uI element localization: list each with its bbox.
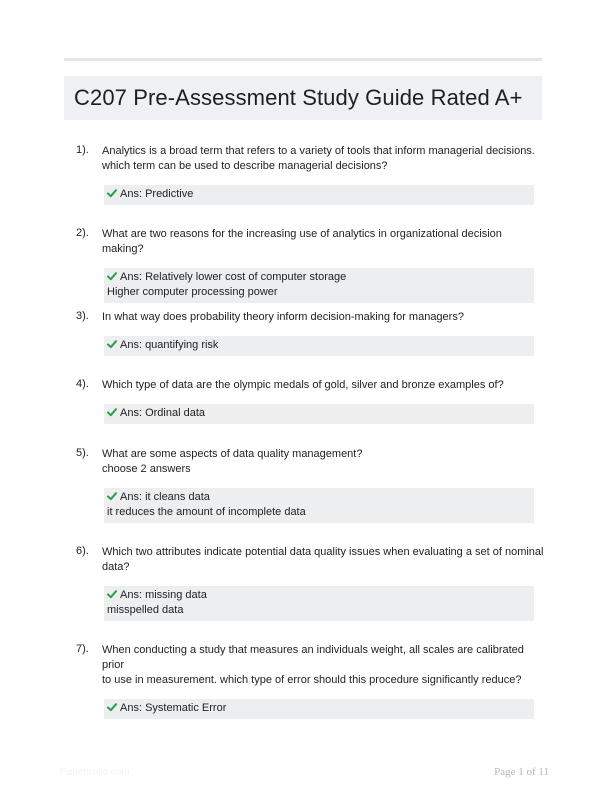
question-line: Analytics is a broad term that refers to a variety of tools that inform managerial decisions. — [102, 145, 535, 157]
question-line: which term can be used to describe managerial decisions? — [102, 160, 388, 172]
answer-text: Ans: missing data — [120, 589, 207, 601]
question-line: Which type of data are the olympic medals of gold, silver and bronze examples of? — [102, 379, 504, 391]
answer-line-primary — [107, 588, 531, 603]
question-number: 2). — [76, 227, 89, 239]
checkmark-icon — [107, 702, 117, 712]
question-item — [76, 545, 546, 621]
question-item — [76, 378, 546, 424]
answer-line — [107, 505, 531, 520]
question-text — [102, 227, 546, 257]
answer-text: misspelled data — [107, 604, 184, 616]
question-item — [76, 447, 546, 523]
answer-text: Ans: Predictive — [120, 188, 194, 200]
question-item — [76, 310, 546, 356]
question-number: 5). — [76, 447, 89, 459]
checkmark-icon — [107, 271, 117, 281]
page-indicator: Page 1 of 11 — [494, 766, 549, 778]
question-number: 4). — [76, 378, 89, 390]
question-text — [102, 310, 546, 325]
question-line: Which two attributes indicate potential data quality issues when evaluating a set of nominal — [102, 546, 544, 558]
answer-line-primary — [107, 338, 531, 353]
answer-text: Higher computer processing power — [107, 286, 278, 298]
answer-text: Ans: Relatively lower cost of computer storage — [120, 271, 347, 283]
answer-text: Ans: it cleans data — [120, 491, 210, 503]
answer-line-primary — [107, 701, 531, 716]
answer-box — [104, 488, 534, 523]
top-rule — [64, 58, 542, 61]
answer-box — [104, 404, 534, 424]
checkmark-icon — [107, 188, 117, 198]
question-text — [102, 447, 546, 477]
question-line: choose 2 answers — [102, 463, 191, 475]
question-text — [102, 545, 546, 575]
question-line: When conducting a study that measures an individuals weight, all scales are calibrated prior — [102, 644, 524, 671]
question-line: data? — [102, 561, 130, 573]
question-number: 6). — [76, 545, 89, 557]
answer-box — [104, 268, 534, 303]
question-line: What are some aspects of data quality management? — [102, 448, 363, 460]
question-text — [102, 643, 546, 688]
title-banner — [64, 76, 542, 120]
question-number: 7). — [76, 643, 89, 655]
question-item — [76, 227, 546, 303]
answer-box — [104, 336, 534, 356]
answer-line — [107, 285, 531, 300]
question-number: 1). — [76, 144, 89, 156]
answer-line-primary — [107, 187, 531, 202]
question-line: to use in measurement. which type of error should this procedure significantly reduce? — [102, 674, 522, 686]
question-line: In what way does probability theory inform decision-making for managers? — [102, 311, 464, 323]
answer-text: Ans: quantifying risk — [120, 339, 219, 351]
question-text — [102, 378, 546, 393]
question-line: What are two reasons for the increasing use of analytics in organizational decision making? — [102, 228, 502, 255]
answer-box — [104, 586, 534, 621]
answer-box — [104, 699, 534, 719]
answer-text: Ans: Systematic Error — [120, 702, 227, 714]
answer-text: Ans: Ordinal data — [120, 407, 205, 419]
checkmark-icon — [107, 339, 117, 349]
answer-box — [104, 185, 534, 205]
question-number: 3). — [76, 310, 89, 322]
document-title: C207 Pre-Assessment Study Guide Rated A+ — [74, 85, 523, 110]
footer-watermark: Papertrolic.com — [60, 767, 130, 778]
question-item — [76, 643, 546, 719]
answer-text: it reduces the amount of incomplete data — [107, 506, 306, 518]
answer-line-primary — [107, 270, 531, 285]
question-item — [76, 144, 546, 205]
checkmark-icon — [107, 589, 117, 599]
question-text — [102, 144, 546, 174]
answer-line-primary — [107, 406, 531, 421]
answer-line-primary — [107, 490, 531, 505]
checkmark-icon — [107, 407, 117, 417]
answer-line — [107, 603, 531, 618]
checkmark-icon — [107, 491, 117, 501]
